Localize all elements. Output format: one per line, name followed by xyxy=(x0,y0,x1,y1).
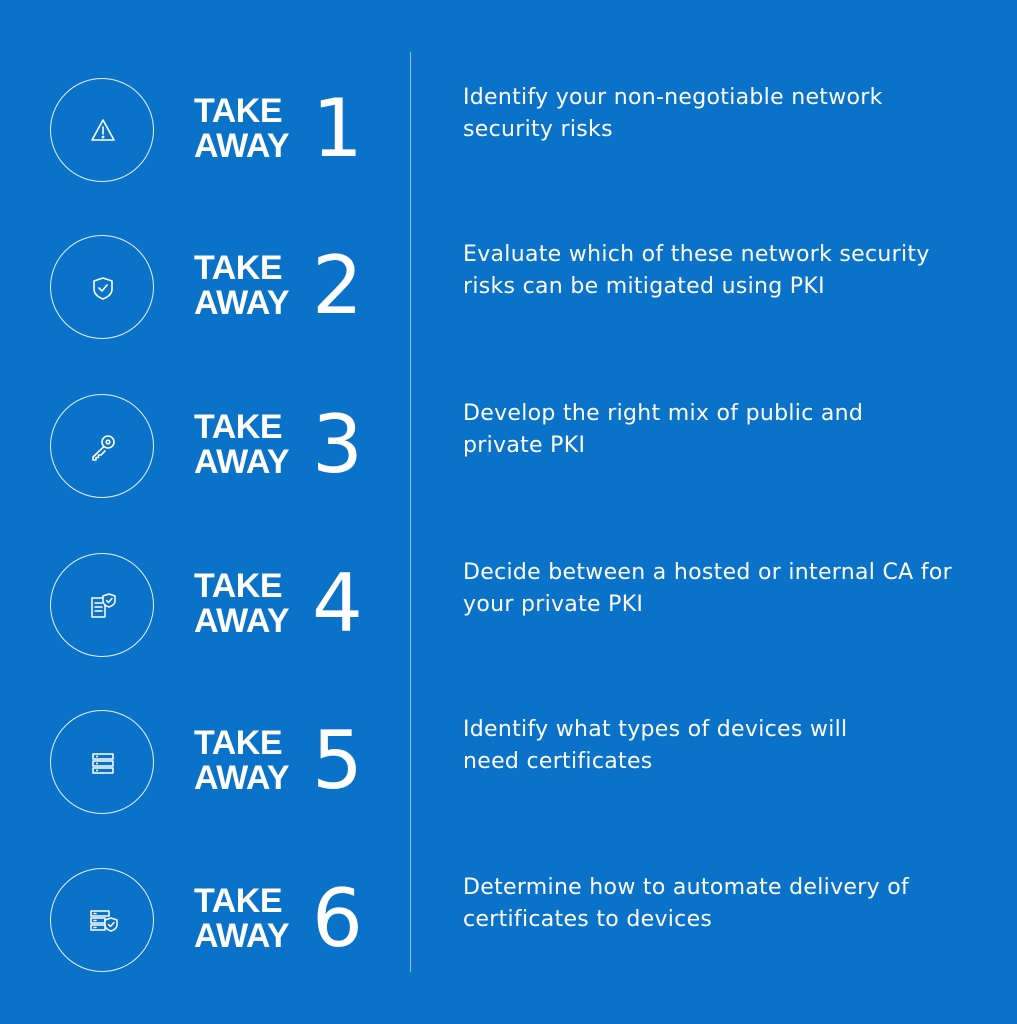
takeaway-description: Develop the right mix of public and private PKI xyxy=(463,401,864,458)
takeaway-number: 4 xyxy=(312,557,363,650)
takeaway-label xyxy=(194,726,289,796)
takeaway-label xyxy=(194,251,289,321)
take-word: TAKE xyxy=(194,92,283,130)
take-word: TAKE xyxy=(194,882,283,920)
icon-circle xyxy=(50,553,154,657)
takeaway-label xyxy=(194,94,289,164)
key-icon xyxy=(83,427,123,467)
icon-circle xyxy=(50,235,154,339)
icon-circle xyxy=(50,78,154,182)
away-word: AWAY xyxy=(194,759,290,797)
take-word: TAKE xyxy=(194,567,283,605)
warning-icon xyxy=(83,111,123,151)
icon-circle xyxy=(50,394,154,498)
away-word: AWAY xyxy=(194,443,290,481)
icon-circle xyxy=(50,868,154,972)
server-icon xyxy=(83,743,123,783)
takeaway-number: 2 xyxy=(312,239,363,332)
takeaway-row-5 xyxy=(0,710,1017,830)
takeaway-number: 1 xyxy=(312,82,363,175)
document-shield-icon xyxy=(83,586,123,626)
takeaway-number: 5 xyxy=(312,714,363,807)
takeaway-label xyxy=(194,884,289,954)
takeaway-row-2 xyxy=(0,235,1017,355)
icon-circle xyxy=(50,710,154,814)
takeaway-row-3 xyxy=(0,394,1017,514)
take-word: TAKE xyxy=(194,249,283,287)
takeaway-number: 6 xyxy=(312,872,363,965)
takeaway-label xyxy=(194,569,289,639)
away-word: AWAY xyxy=(194,602,290,640)
takeaway-label xyxy=(194,410,289,480)
takeaway-description: Decide between a hosted or internal CA for your private PKI xyxy=(463,560,952,617)
away-word: AWAY xyxy=(194,917,290,955)
server-shield-icon xyxy=(83,901,123,941)
takeaway-description: Evaluate which of these network security risks can be mitigated using PKI xyxy=(463,242,930,299)
takeaway-description: Determine how to automate delivery of certificates to devices xyxy=(463,875,909,932)
takeaway-row-1 xyxy=(0,78,1017,198)
take-word: TAKE xyxy=(194,408,283,446)
away-word: AWAY xyxy=(194,127,290,165)
takeaway-row-4 xyxy=(0,553,1017,673)
takeaway-number: 3 xyxy=(312,398,363,491)
away-word: AWAY xyxy=(194,284,290,322)
shield-check-icon xyxy=(83,268,123,308)
take-word: TAKE xyxy=(194,724,283,762)
takeaway-description: Identify what types of devices will need certificates xyxy=(463,717,848,774)
takeaway-description: Identify your non-negotiable network security risks xyxy=(463,85,883,142)
takeaway-row-6 xyxy=(0,868,1017,988)
